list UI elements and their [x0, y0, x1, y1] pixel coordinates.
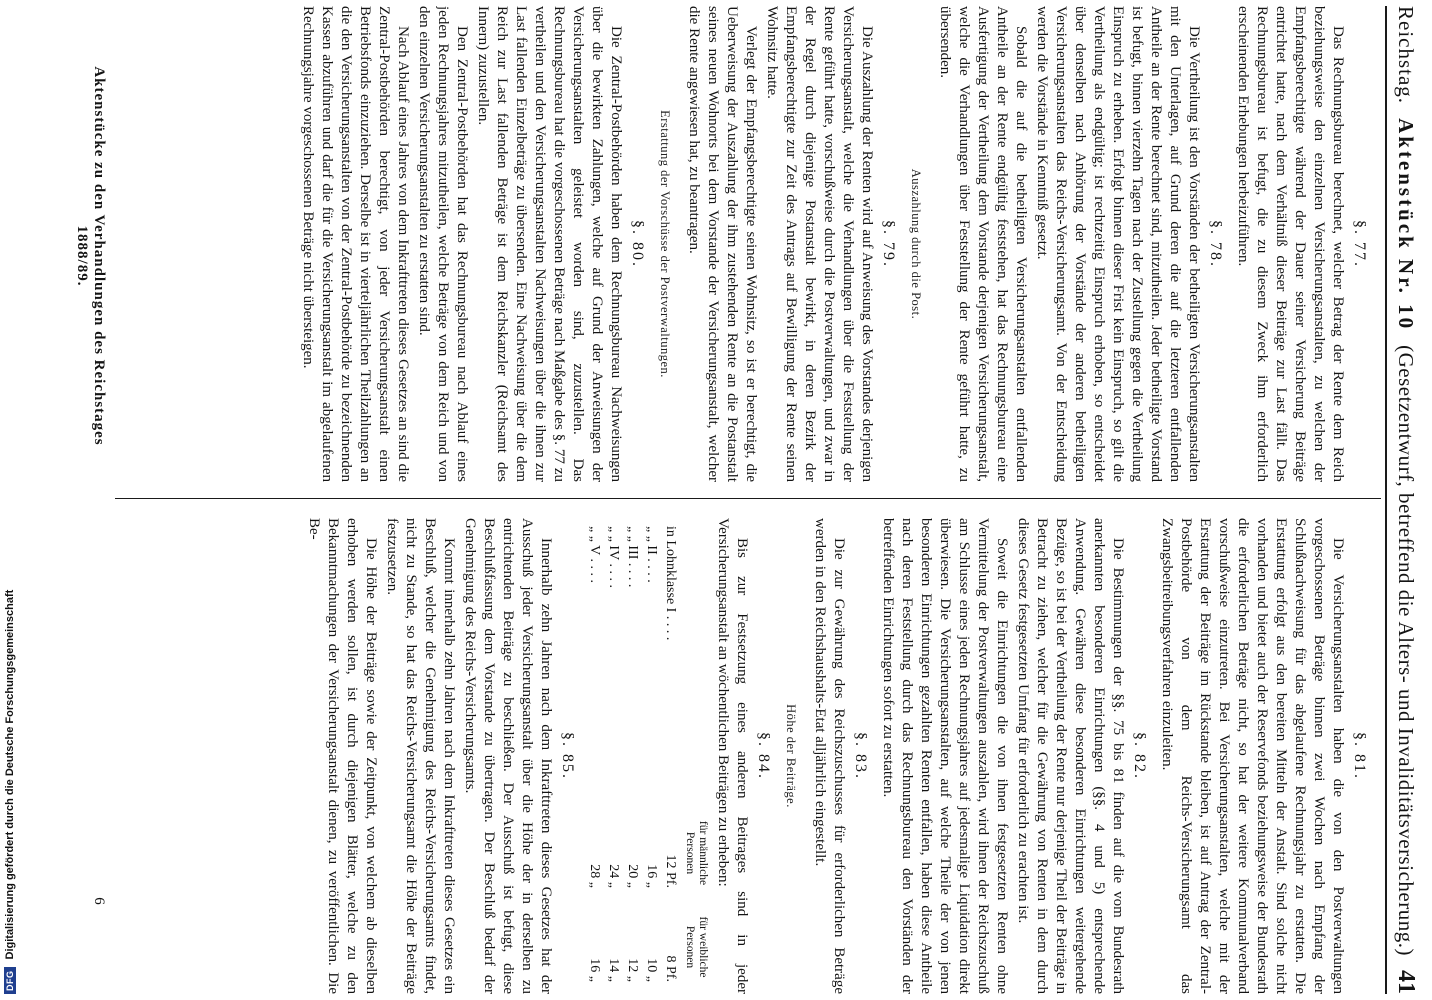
- paragraph: Die zur Gewährung des Reichszuschusses für erforderlichen Beträge werden in den Reichshaushalts-Etat alljährlich eingestellt.: [812, 518, 847, 994]
- paragraph: Bis zur Festsetzung eines anderen Beitrages sind in jeder Versicherungsanstalt an wöchentlichen Beiträgen zu erheben:: [715, 518, 750, 994]
- table-row: [623, 518, 642, 994]
- section-heading: §. 81.: [1351, 732, 1368, 780]
- section-heading: §. 77.: [1351, 220, 1368, 268]
- header-description: (Gesetzentwurf, betreffend die Alters- und Invaliditätsversicherung.): [1394, 345, 1418, 956]
- header-document-number: Aktenstück Nr. 10: [1394, 118, 1418, 332]
- table-cell-class: in Lohnklasse I . . . .: [663, 526, 678, 641]
- table-cell-class: „ „ V . . . .: [587, 526, 602, 584]
- column-divider: [115, 498, 1381, 499]
- table-header-row: [680, 518, 709, 994]
- paragraph: Die Höhe der Beiträge sowie der Zeitpunkt, von welchem ab dieselben erhoben werden sollen, ist durch diejenigen Blätter, welche zu den Bekanntmachungen der Versicherungsanstalt dienen, zu veröffentlichen. Die Be-: [306, 518, 379, 994]
- page-number: 41: [1393, 969, 1419, 994]
- running-header: [1385, 6, 1419, 994]
- table-header-female: für weibliche Personen: [684, 916, 709, 978]
- paragraph: Die Auszahlung der Renten wird auf Anweisung des Vorstandes derjenigen Versicherungsanstalt, welche die Verhandlungen über die Feststellung der Rente geführt hatte, vorschußweise durch die Postverwaltungen, und zwar in der Regel durch diejenige Postanstalt bewirkt, in deren Bezirk der Empfangsberechtigte zur Zeit des Antrags auf Bewilligung der Rente seinen Wohnsitz hatte.: [764, 6, 875, 482]
- section-heading: §. 79.: [880, 220, 897, 268]
- subheading: Auszahlung durch die Post.: [909, 168, 923, 320]
- table-row: [585, 518, 604, 994]
- table-row: [642, 518, 661, 994]
- sheet-number: 6: [91, 897, 107, 905]
- table-cell-female: 8 Pf.: [663, 955, 678, 982]
- footer-title: Aktenstücke zu den Verhandlungen des Reichstages 1888/89.: [74, 66, 107, 446]
- paragraph: Den Zentral-Postbehörden hat das Rechnungsbureau nach Ablauf eines jeden Rechnungsjahres mitzutheilen, welche Beträge von dem Reich und von den einzelnen Versicherungsanstalten zu erstatten sind.: [416, 6, 470, 482]
- section-heading: §. 83.: [852, 732, 869, 780]
- paragraph: Die Bestimmungen der §§. 75 bis 81 finden auf die vom Bundesrath anerkannten besonderen Einrichtungen (§§. 4 und 5) entsprechende Anwendung. Gewähren diese besonderen Einrichtungen weitergehende Bezüge, so ist bei der Vertheilung der Rente nur derjenige Theil der Beiträge in Betracht zu ziehen, welcher für die Gewährung von Renten in dem durch dieses Gesetz festgesetzten Umfang für erforderlich zu erachten ist.: [1015, 518, 1126, 994]
- table-header-class: [680, 518, 709, 806]
- credit-text: Digitalisierung gefördert durch die Deutsche Forschungsgemeinschaft: [4, 589, 16, 960]
- paragraph: Soweit die Einrichtungen die von ihnen festgesetzten Renten ohne Vermittelung der Postverwaltungen auszahlen, wird ihnen der Reichszuschuß am Schlusse eines jeden Rechnungsjahres auf jedesmalige Liquidation direkt überwiesen. Die Versicherungsanstalten, auf welche Theile der von jenen besonderen Einrichtungen gezahlten Renten entfallen, haben diese Antheile nach deren Feststellung durch das Rechnungsbureau den Vorständen der betreffenden Einrichtungen sofort zu erstatten.: [880, 518, 1010, 994]
- table-row: [661, 518, 680, 994]
- contribution-table: [585, 518, 709, 994]
- section-heading: §. 82.: [1131, 732, 1148, 780]
- paragraph: Das Rechnungsbureau berechnet, welcher Betrag der Rente dem Reich beziehungsweise den einzelnen Versicherungsanstalten, zu welchen der Empfangsberechtigte während der Dauer seiner Versicherung Beiträge entrichtet hatte, nach dem Verhältniß dieser Beiträge zur Last fällt. Das Rechnungsbureau ist befugt, die zu diesem Zweck ihm erforderlich erscheinenden Erhebungen herbeizuführen.: [1235, 6, 1346, 482]
- header-reichstag: Reichstag.: [1394, 6, 1418, 105]
- paragraph: Sobald die auf die betheiligten Versicherungsanstalten entfallenden Antheile an der Rente endgültig feststehen, hat das Rechnungsbureau eine Ausfertigung der Vertheilung dem Vorstande derjenigen Versicherungsanstalt, welche die Verhandlungen über Feststellung der Rente geführt hatte, zu übersenden.: [937, 6, 1029, 482]
- table-cell-female: 16 „: [587, 958, 602, 982]
- table-cell-male: 12 Pf.: [663, 854, 678, 888]
- paragraph: Verlegt der Empfangsberechtigte seinen Wohnsitz, so ist er berechtigt, die Ueberweisung der Auszahlung der ihm zustehenden Rente an die Postanstalt seines neuen Wohnorts bei dem Vorstande der Versicherungsanstalt, welcher die Rente angewiesen hat, zu beantragen.: [686, 6, 759, 482]
- digitization-credit: [2, 0, 18, 998]
- table-header-male: für männliche Personen: [684, 820, 709, 886]
- table-cell-male: 28 „: [587, 864, 602, 888]
- section-heading: §. 84.: [755, 732, 772, 780]
- paragraph: Kommt innerhalb zehn Jahren nach dem Inkrafttreten dieses Gesetzes ein Beschluß, welcher die Genehmigung des Reichs-Versicherungsamts findet, nicht zu Stande, so hat das Reichs-Versicherungsamt die Höhe der Beiträge festzusetzen.: [384, 518, 457, 994]
- table-cell-class: „ „ III . . . .: [625, 526, 640, 588]
- table-cell-male: 24 „: [606, 864, 621, 888]
- page-footer: [74, 6, 107, 994]
- paragraph: Nach Ablauf eines Jahres von dem Inkrafttreten dieses Gesetzes an sind die Zentral-Postbehörden berechtigt, von jeder Versicherungsanstalt einen Betriebsfonds einzuziehen. Derselbe ist in vierteljährlichen Theilzahlungen an die den Versicherungsanstalten von der Zentral-Postbehörde zu bezeichnenden Kassen abzuführen und darf die für die Versicherungsanstalt im abgelaufenen Rechnungsjahre vorgeschossenen Beträge nicht übersteigen.: [300, 6, 411, 482]
- paragraph: Innerhalb zehn Jahren nach dem Inkrafttreten dieses Gesetzes hat der Ausschuß jeder Versicherungsanstalt über die Höhe der in derselben zu entrichtenden Beiträge zu beschließen. Der Ausschuß ist befugt, diese Beschlußfassung dem Vorstande zu übertragen. Der Beschluß bedarf der Genehmigung des Reichs-Versicherungsamts.: [462, 518, 554, 994]
- section-heading: §. 78.: [1207, 220, 1224, 268]
- left-column: [115, 6, 1377, 482]
- table-row: [604, 518, 623, 994]
- table-cell-female: 10 „: [644, 958, 659, 982]
- paragraph: Die Vertheilung ist den Vorständen der betheiligten Versicherungsanstalten mit den Unterlagen, auf Grund deren die auf die letzteren entfallenden Antheile an der Rente berechnet sind, mitzutheilen. Jeder betheiligte Vorstand ist befugt, binnen vierzehn Tagen nach der Zustellung gegen die Vertheilung Einspruch zu erheben. Erfolgt binnen dieser Frist kein Einspruch, so gilt die Vertheilung als endgültig; ist rechtzeitig Einspruch erhoben, so entscheidet über denselben nach Anhörung der Vorstände der anderen betheiligten Versicherungsanstalten das Reichs-Versicherungsamt. Von der Entscheidung werden die Vorstände in Kenntniß gesetzt.: [1034, 6, 1202, 482]
- subheading: Höhe der Beiträge.: [784, 704, 798, 808]
- subheading: Erstattung der Vorschüsse der Postverwaltungen.: [658, 110, 672, 378]
- scanned-page: [10, 0, 1425, 1000]
- table-cell-male: 20 „: [625, 864, 640, 888]
- section-heading: §. 85.: [559, 732, 576, 780]
- right-column: [115, 518, 1377, 994]
- paragraph: Die Zentral-Postbehörden haben dem Rechnungsbureau Nachweisungen über die bewirkten Zahlungen, welche auf Grund der Anweisungen der Versicherungsanstalten geleistet worden sind, zuzustellen. Das Rechnungsbureau hat die vorgeschossenen Beträge nach Maßgabe des §. 77 zu vertheilen und den Versicherungsanstalten Nachweisungen über die ihnen zur Last fallenden Einzelbeträge zu übersenden. Eine Nachweisung über die dem Reich zur Last fallenden Beträge ist dem Reichskanzler (Reichsamt des Innern) zuzustellen.: [475, 6, 624, 482]
- table-cell-female: 12 „: [625, 958, 640, 982]
- table-cell-class: „ „ IV . . . .: [606, 526, 621, 588]
- paragraph: Die Versicherungsanstalten haben die von den Postverwaltungen vorgeschossenen Beträge binnen zwei Wochen nach Empfang der Schlußnachweisung für das abgelaufene Rechnungsjahr zu erstatten. Die Erstattung erfolgt aus den bereiten Mitteln der Anstalt. Sind solche nicht vorhanden und bietet auch der Reservefonds beziehungsweise der Bundesrath die erforderlichen Beträge nicht, so hat der weitere Kommunalverband vorschußweise einzutreten. Bei Versicherungsanstalten, welche mit der Erstattung der Beiträge im Rückstande bleiben, ist auf Antrag der Zentral-Postbehörde von dem Reichs-Versicherungsamt das Zwangsbeitreibungsverfahren einzuleiten.: [1159, 518, 1346, 994]
- section-heading: §. 80.: [629, 220, 646, 268]
- dfg-logo: DFG: [4, 968, 16, 995]
- table-cell-male: 16 „: [644, 864, 659, 888]
- table-cell-class: „ „ II . . . .: [644, 526, 659, 583]
- table-cell-female: 14 „: [606, 958, 621, 982]
